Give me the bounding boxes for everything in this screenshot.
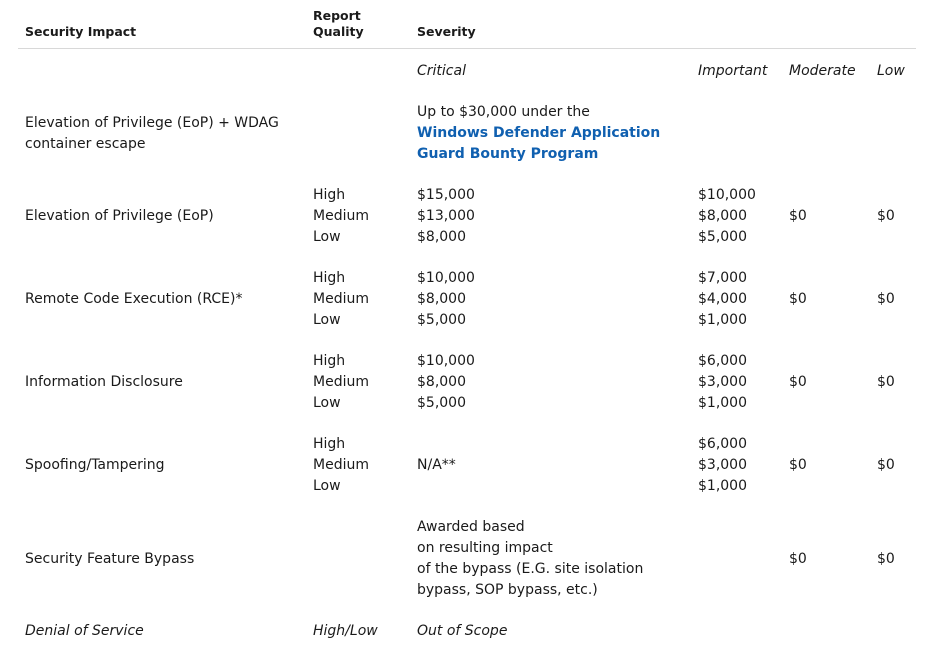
important-low-value: $1,000 <box>698 312 747 328</box>
row-info-disclosure-quality <box>313 351 369 414</box>
row-sfb-critical-line2: on resulting impact <box>417 540 553 556</box>
row-rce-impact: Remote Code Execution (RCE)* <box>25 291 243 307</box>
critical-low-value: $8,000 <box>417 229 466 245</box>
row-sfb-moderate: $0 <box>789 551 807 567</box>
severity-critical-label: Critical <box>417 63 466 79</box>
header-report-quality-line1: Report <box>313 8 361 23</box>
important-medium-value: $4,000 <box>698 291 747 307</box>
wdag-bounty-link-line1[interactable]: Windows Defender Application <box>417 125 661 141</box>
row-spoofing-important <box>698 434 747 497</box>
row-dos-impact: Denial of Service <box>25 623 144 639</box>
row-info-disclosure-important <box>698 351 747 414</box>
row-spoofing-critical: N/A** <box>417 457 456 473</box>
critical-low-value: $5,000 <box>417 312 466 328</box>
row-sfb-low: $0 <box>877 551 895 567</box>
row-sfb-critical-line4: bypass, SOP bypass, etc.) <box>417 582 598 598</box>
row-info-disclosure-moderate: $0 <box>789 374 807 390</box>
critical-high-value: $15,000 <box>417 187 475 203</box>
quality-high: High <box>313 187 346 203</box>
critical-low-value: $5,000 <box>417 395 466 411</box>
quality-low: Low <box>313 478 341 494</box>
row-rce-moderate: $0 <box>789 291 807 307</box>
row-rce-quality <box>313 268 369 331</box>
critical-medium-value: $8,000 <box>417 291 466 307</box>
row-eop-important <box>698 185 756 248</box>
row-sfb-critical <box>417 517 643 601</box>
important-high-value: $10,000 <box>698 187 756 203</box>
row-spoofing-moderate: $0 <box>789 457 807 473</box>
quality-medium: Medium <box>313 208 369 224</box>
severity-moderate-label: Moderate <box>789 63 856 79</box>
row-sfb-critical-line3: of the bypass (E.G. site isolation <box>417 561 644 577</box>
row-dos-quality: High/Low <box>313 623 378 639</box>
row-eop-moderate: $0 <box>789 208 807 224</box>
row-spoofing-low: $0 <box>877 457 895 473</box>
critical-medium-value: $13,000 <box>417 208 475 224</box>
row-eop-wdag-impact-line1: Elevation of Privilege (EoP) + WDAG <box>25 115 279 131</box>
row-rce-important <box>698 268 747 331</box>
quality-low: Low <box>313 312 341 328</box>
important-high-value: $6,000 <box>698 353 747 369</box>
row-rce-critical <box>417 268 475 331</box>
row-rce-low: $0 <box>877 291 895 307</box>
quality-medium: Medium <box>313 291 369 307</box>
critical-high-value: $10,000 <box>417 270 475 286</box>
row-spoofing-impact: Spoofing/Tampering <box>25 457 165 473</box>
critical-medium-value: $8,000 <box>417 374 466 390</box>
row-eop-wdag-critical <box>417 102 660 165</box>
row-eop-wdag-critical-text: Up to $30,000 under the <box>417 104 590 120</box>
important-medium-value: $8,000 <box>698 208 747 224</box>
important-medium-value: $3,000 <box>698 457 747 473</box>
quality-medium: Medium <box>313 457 369 473</box>
quality-medium: Medium <box>313 374 369 390</box>
quality-low: Low <box>313 395 341 411</box>
header-severity: Severity <box>417 24 476 39</box>
row-spoofing-quality <box>313 434 369 497</box>
important-low-value: $1,000 <box>698 478 747 494</box>
row-info-disclosure-critical <box>417 351 475 414</box>
important-high-value: $7,000 <box>698 270 747 286</box>
header-divider <box>18 48 916 49</box>
wdag-bounty-link-line2[interactable]: Guard Bounty Program <box>417 146 599 162</box>
important-high-value: $6,000 <box>698 436 747 452</box>
row-eop-impact: Elevation of Privilege (EoP) <box>25 208 214 224</box>
critical-high-value: $10,000 <box>417 353 475 369</box>
quality-high: High <box>313 353 346 369</box>
quality-low: Low <box>313 229 341 245</box>
important-low-value: $1,000 <box>698 395 747 411</box>
row-eop-critical <box>417 185 475 248</box>
important-low-value: $5,000 <box>698 229 747 245</box>
row-sfb-impact: Security Feature Bypass <box>25 551 195 567</box>
row-info-disclosure-low: $0 <box>877 374 895 390</box>
severity-low-label: Low <box>877 63 905 79</box>
row-info-disclosure-impact: Information Disclosure <box>25 374 183 390</box>
important-medium-value: $3,000 <box>698 374 747 390</box>
quality-high: High <box>313 270 346 286</box>
row-dos-critical: Out of Scope <box>417 623 508 639</box>
row-eop-quality <box>313 185 369 248</box>
row-eop-wdag-impact <box>25 113 279 155</box>
severity-important-label: Important <box>698 63 768 79</box>
row-eop-low: $0 <box>877 208 895 224</box>
header-security-impact: Security Impact <box>25 24 137 39</box>
header-report-quality-line2: Quality <box>313 24 364 39</box>
row-sfb-critical-line1: Awarded based <box>417 519 525 535</box>
header-report-quality <box>313 8 364 40</box>
quality-high: High <box>313 436 346 452</box>
row-eop-wdag-impact-line2: container escape <box>25 136 146 152</box>
